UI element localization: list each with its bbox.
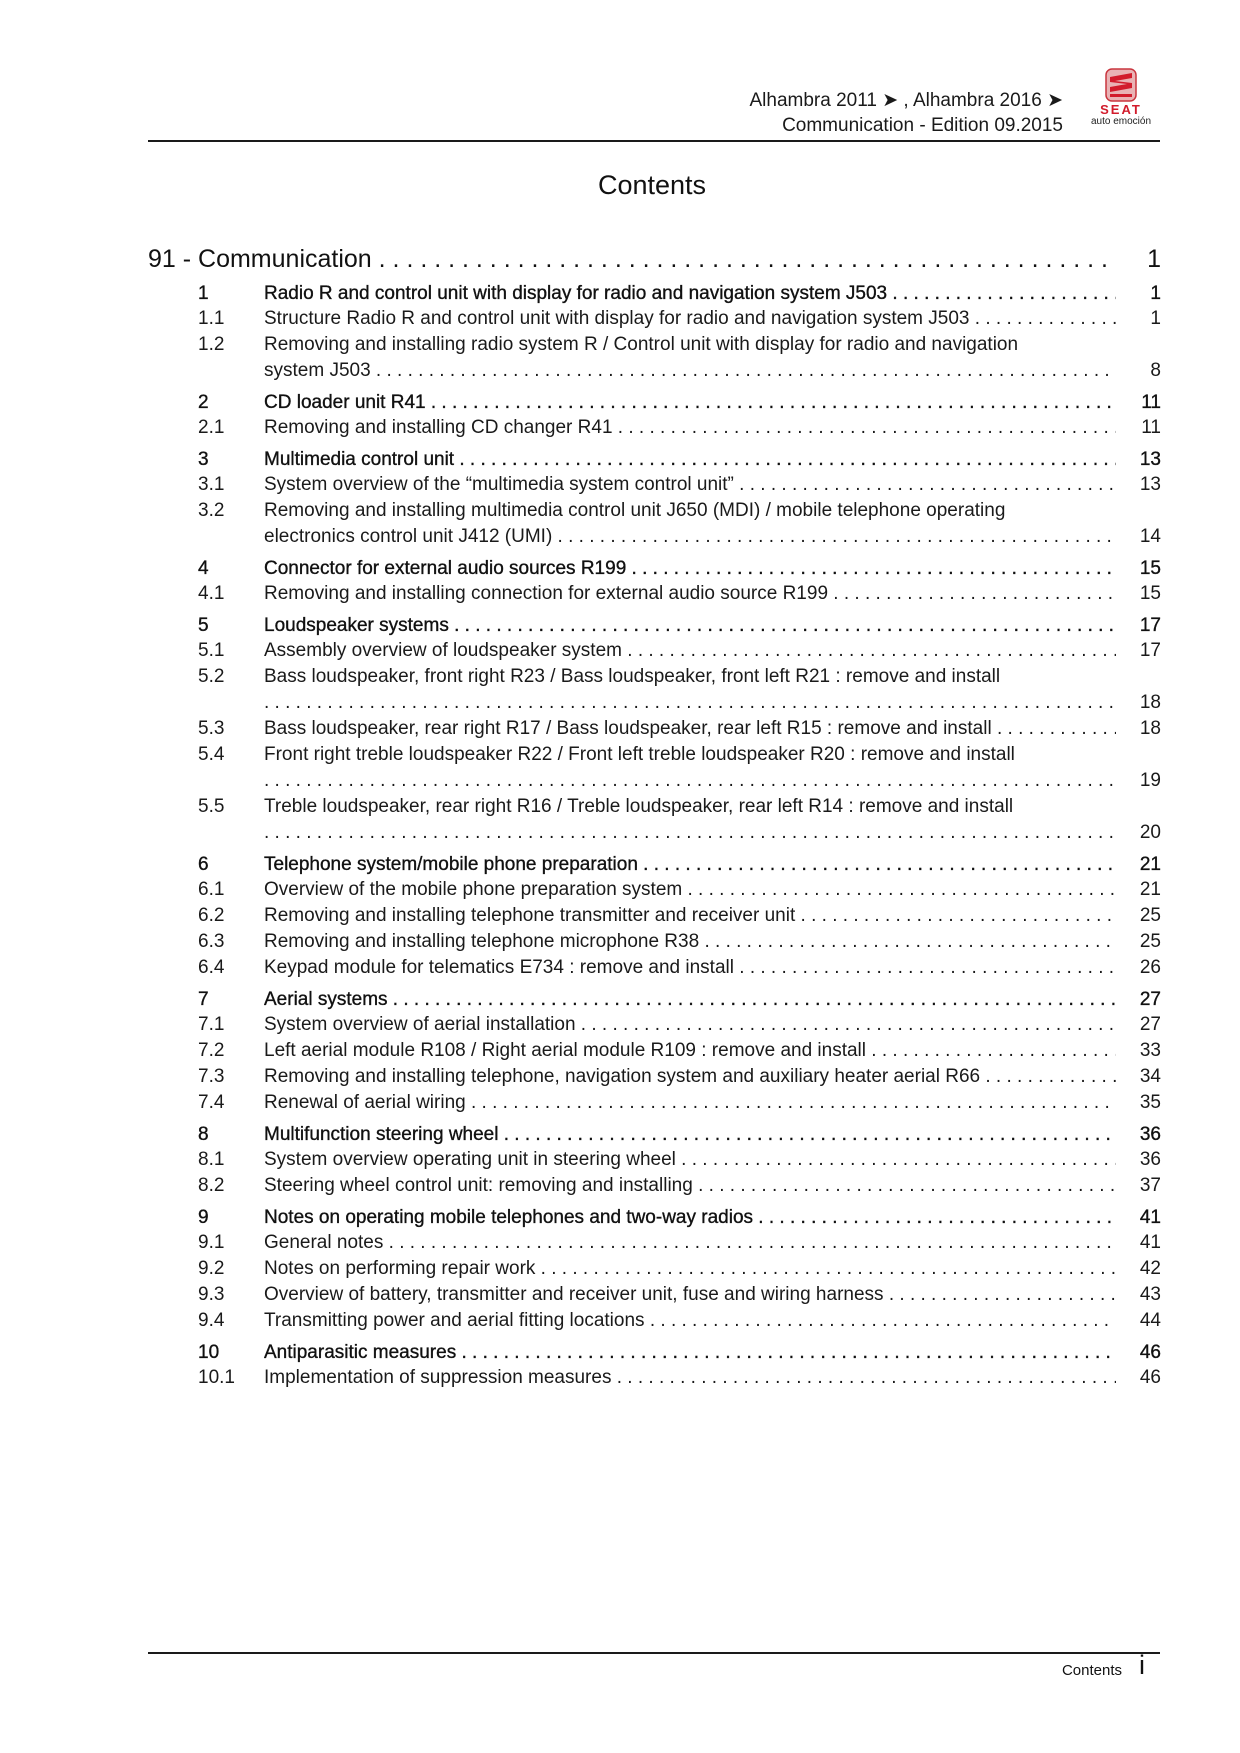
toc-subsection-number: 5.5 [198, 796, 225, 817]
toc-chapter-title: 91 - Communication . . . [148, 245, 1116, 273]
toc-subsection-page: 17 [1139, 640, 1161, 661]
toc-subsection-title-line2 [264, 690, 1116, 716]
toc-subsection-title: Structure Radio R and control unit with display for radio and navigation system J503 . . . [264, 308, 1116, 329]
toc-subsection-page: 18 [1139, 718, 1161, 739]
toc-section-entry[interactable] [148, 1205, 1161, 1230]
toc-subsection-title-wrap [264, 1173, 1116, 1199]
toc-section-entry[interactable] [148, 1122, 1161, 1147]
toc-section-number: 6 [198, 854, 209, 875]
toc-section-entry[interactable] [148, 613, 1161, 638]
toc-subsection-page: 15 [1139, 583, 1161, 604]
toc-subsection-title: Assembly overview of loudspeaker system . . . [264, 640, 1116, 661]
toc-subsection-title-wrap [264, 1365, 1116, 1391]
toc-subsection-number: 7.2 [198, 1040, 225, 1061]
seat-logo-icon [1103, 68, 1139, 102]
toc-subsection-entry[interactable] [148, 498, 1161, 550]
toc-section-page: 46 [1139, 1342, 1161, 1363]
toc-subsection-number: 9.2 [198, 1258, 225, 1279]
toc-subsection-title-wrap [264, 716, 1116, 742]
toc-subsection-title: Keypad module for telematics E734 : remove and install . . . [264, 957, 1116, 978]
toc-section-entry[interactable] [148, 281, 1161, 306]
toc-subsection-page: 41 [1139, 1232, 1161, 1253]
toc-subsection-title-line2 [264, 524, 1116, 550]
brand-logo [1082, 68, 1160, 130]
toc-subsection-page: 36 [1139, 1149, 1161, 1170]
toc-section-number: 9 [198, 1207, 209, 1228]
logo-brand: SEAT [1100, 102, 1142, 117]
toc-subsection-title: Removing and installing telephone, navigation system and auxiliary heater aerial R66 . . . [264, 1066, 1116, 1087]
toc-subsection-title-line1: Bass loudspeaker, front right R23 / Bass loudspeaker, front left R21 : remove and install [264, 666, 1001, 687]
toc-subsection-entry[interactable] [148, 1256, 1161, 1282]
toc-subsection-number: 6.1 [198, 879, 225, 900]
toc-subsection-entry[interactable] [148, 332, 1161, 384]
toc-subsection-title: System overview of the “multimedia system control unit” . . . [264, 474, 1116, 495]
toc-subsection-entry[interactable] [148, 1147, 1161, 1173]
toc-subsection-page: 20 [1139, 822, 1161, 843]
toc-subsection-number: 9.3 [198, 1284, 225, 1305]
toc-section-number: 2 [198, 392, 209, 413]
toc-subsection-title: Removing and installing connection for external audio source R199 . . . [264, 583, 1116, 604]
toc-subsection-title-wrap [264, 877, 1116, 903]
toc-subsection-page: 25 [1139, 905, 1161, 926]
toc-subsection-title-line2-text [264, 770, 1116, 791]
toc-subsection-number: 5.2 [198, 666, 225, 687]
toc-subsection-number: 8.2 [198, 1175, 225, 1196]
toc-section-title: CD loader unit R41 . . . [264, 392, 1116, 413]
toc-subsection-page: 18 [1139, 692, 1161, 713]
toc-section-title-wrap [264, 1340, 1116, 1365]
toc-subsection-title: Overview of battery, transmitter and receiver unit, fuse and wiring harness . . . [264, 1284, 1116, 1305]
toc-subsection-number: 3.2 [198, 500, 225, 521]
toc-section-title: Connector for external audio sources R199 . . . [264, 558, 1116, 579]
toc-subsection-entry[interactable] [148, 638, 1161, 664]
toc-subsection-page: 21 [1139, 879, 1161, 900]
toc-subsection-number: 7.1 [198, 1014, 225, 1035]
toc-subsection-page: 1 [1150, 308, 1161, 329]
toc-subsection-entry[interactable] [148, 716, 1161, 742]
toc-subsection-title-wrap [264, 638, 1116, 664]
toc-subsection-title: Bass loudspeaker, rear right R17 / Bass loudspeaker, rear left R15 : remove and install . . . [264, 718, 1116, 739]
toc-section-title-wrap [264, 987, 1116, 1012]
toc-subsection-page: 46 [1139, 1367, 1161, 1388]
toc-subsection-title: Transmitting power and aerial fitting locations . . . [264, 1310, 1116, 1331]
toc-subsection-title-wrap [264, 903, 1116, 929]
toc-subsection-entry[interactable] [148, 472, 1161, 498]
toc-section-title-wrap [264, 447, 1116, 472]
toc-subsection-entry[interactable] [148, 929, 1161, 955]
toc-subsection-title-wrap [264, 929, 1116, 955]
toc-subsection-entry[interactable] [148, 1064, 1161, 1090]
toc-subsection-title-line2-text: system J503 . . . [264, 360, 1116, 381]
toc-subsection-entry[interactable] [148, 1012, 1161, 1038]
toc-section-page: 17 [1139, 615, 1161, 636]
toc-subsection-title: Left aerial module R108 / Right aerial module R109 : remove and install . . . [264, 1040, 1116, 1061]
toc-subsection-title-wrap [264, 1012, 1116, 1038]
toc-subsection-page: 13 [1139, 474, 1161, 495]
toc-subsection-number: 1.2 [198, 334, 225, 355]
toc-subsection-entry[interactable] [148, 1230, 1161, 1256]
toc-subsection-entry[interactable] [148, 742, 1161, 794]
toc-subsection-title-wrap [264, 1308, 1116, 1334]
logo-tagline: auto emoción [1090, 116, 1152, 127]
toc-section-title: Notes on operating mobile telephones and two-way radios . . . [264, 1207, 1116, 1228]
header-model-line: Alhambra 2011 ➤ , Alhambra 2016 ➤ [749, 90, 1063, 111]
toc-subsection-page: 27 [1139, 1014, 1161, 1035]
toc-section-page: 36 [1139, 1124, 1161, 1145]
toc-section-page: 1 [1150, 283, 1161, 304]
toc-subsection-entry[interactable] [148, 903, 1161, 929]
toc-section-number: 4 [198, 558, 209, 579]
toc-subsection-number: 4.1 [198, 583, 225, 604]
toc-subsection-entry[interactable] [148, 664, 1161, 716]
running-header [750, 88, 1064, 138]
toc-subsection-title-line1: Front right treble loudspeaker R22 / Front left treble loudspeaker R20 : remove and install [264, 744, 1015, 765]
toc-section-number: 5 [198, 615, 209, 636]
toc-subsection-number: 8.1 [198, 1149, 225, 1170]
toc-subsection-title: Steering wheel control unit: removing and installing . . . [264, 1175, 1116, 1196]
toc-subsection-entry[interactable] [148, 415, 1161, 441]
toc-section-title: Loudspeaker systems . . . [264, 615, 1116, 636]
toc-section-title-wrap [264, 281, 1116, 306]
toc-subsection-number: 5.1 [198, 640, 225, 661]
toc-section-entry[interactable] [148, 390, 1161, 415]
toc-subsection-number: 7.4 [198, 1092, 225, 1113]
toc-section-title-wrap [264, 1122, 1116, 1147]
toc-subsection-entry[interactable] [148, 581, 1161, 607]
toc-section-title: Multifunction steering wheel . . . [264, 1124, 1116, 1145]
toc-subsection-entry[interactable] [148, 955, 1161, 981]
toc-subsection-title-wrap [264, 498, 1116, 550]
toc-subsection-page: 42 [1139, 1258, 1161, 1279]
toc-subsection-title-wrap [264, 472, 1116, 498]
toc-section-page: 41 [1139, 1207, 1161, 1228]
toc-subsection-title-line2 [264, 358, 1116, 384]
toc-subsection-title-wrap [264, 1064, 1116, 1090]
toc-section-entry[interactable] [148, 987, 1161, 1012]
footer-label: Contents [1061, 1662, 1122, 1679]
toc-subsection-title-wrap [264, 1090, 1116, 1116]
toc-subsection-entry[interactable] [148, 1365, 1161, 1391]
toc-subsection-page: 34 [1139, 1066, 1161, 1087]
toc-section-entry[interactable] [148, 556, 1161, 581]
toc-section-title: Antiparasitic measures . . . [264, 1342, 1116, 1363]
toc-subsection-title: General notes . . . [264, 1232, 1116, 1253]
header-divider [148, 140, 1160, 142]
toc-subsection-title-line2-text: electronics control unit J412 (UMI) . . . [264, 526, 1116, 547]
toc-chapter-page: 1 [1147, 245, 1161, 273]
toc-subsection-title: Removing and installing telephone microphone R38 . . . [264, 931, 1116, 952]
toc-subsection-page: 43 [1139, 1284, 1161, 1305]
toc-section-page: 11 [1141, 392, 1161, 413]
toc-subsection-title: Implementation of suppression measures . . . [264, 1367, 1116, 1388]
toc-subsection-title-line2-text [264, 692, 1116, 713]
toc-section-title-wrap [264, 852, 1116, 877]
toc-section-title-wrap [264, 390, 1116, 415]
toc-section-title-wrap [264, 1205, 1116, 1230]
toc-section-page: 27 [1139, 989, 1161, 1010]
toc-subsection-page: 44 [1139, 1310, 1161, 1331]
toc-subsection-title-line2-text [264, 822, 1116, 843]
toc-subsection-number: 9.1 [198, 1232, 225, 1253]
toc-subsection-page: 33 [1139, 1040, 1161, 1061]
toc-section-title: Radio R and control unit with display for radio and navigation system J503 . . . [264, 283, 1116, 304]
toc-subsection-page: 19 [1139, 770, 1161, 791]
toc-section-number: 3 [198, 449, 209, 470]
toc-subsection-number: 6.4 [198, 957, 225, 978]
header-edition-line: Communication - Edition 09.2015 [782, 115, 1063, 136]
toc-section-number: 7 [198, 989, 209, 1010]
toc-subsection-page: 8 [1150, 360, 1161, 381]
toc-subsection-title-wrap [264, 1147, 1116, 1173]
toc-subsection-title: Removing and installing telephone transmitter and receiver unit . . . [264, 905, 1116, 926]
toc-subsection-page: 25 [1139, 931, 1161, 952]
toc-subsection-title-wrap [264, 581, 1116, 607]
toc-section-title-wrap [264, 556, 1116, 581]
toc-section-entry[interactable] [148, 447, 1161, 472]
toc-subsection-title-wrap [264, 955, 1116, 981]
toc-subsection-title: System overview of aerial installation . . . [264, 1014, 1116, 1035]
toc-subsection-entry[interactable] [148, 1038, 1161, 1064]
toc-subsection-entry[interactable] [148, 1173, 1161, 1199]
toc-subsection-title-wrap [264, 1038, 1116, 1064]
toc-section-number: 8 [198, 1124, 209, 1145]
toc-subsection-page: 14 [1139, 526, 1161, 547]
toc-subsection-number: 5.3 [198, 718, 225, 739]
table-of-contents [148, 243, 1161, 1391]
toc-subsection-entry[interactable] [148, 794, 1161, 846]
toc-subsection-number: 1.1 [198, 308, 225, 329]
toc-subsection-entry[interactable] [148, 1308, 1161, 1334]
toc-subsection-entry[interactable] [148, 877, 1161, 903]
toc-section-entry[interactable] [148, 852, 1161, 877]
toc-subsection-title-line2 [264, 820, 1116, 846]
toc-subsection-page: 11 [1141, 417, 1161, 438]
toc-section-page: 21 [1139, 854, 1161, 875]
footer-divider [148, 1652, 1160, 1654]
toc-subsection-title-wrap [264, 1282, 1116, 1308]
toc-subsection-page: 26 [1139, 957, 1161, 978]
toc-subsection-title: Notes on performing repair work . . . [264, 1258, 1116, 1279]
toc-subsection-number: 6.3 [198, 931, 225, 952]
toc-subsection-title-wrap [264, 1256, 1116, 1282]
toc-chapter-entry[interactable] [148, 243, 1161, 275]
toc-section-page: 13 [1139, 449, 1161, 470]
toc-section-title-wrap [264, 613, 1116, 638]
toc-subsection-title-line1: Treble loudspeaker, rear right R16 / Treble loudspeaker, rear left R14 : remove and install [264, 796, 1014, 817]
page-title: Contents [597, 170, 707, 200]
toc-subsection-number: 7.3 [198, 1066, 225, 1087]
toc-subsection-entry[interactable] [148, 1282, 1161, 1308]
toc-subsection-page: 35 [1139, 1092, 1161, 1113]
toc-subsection-title-line1: Removing and installing radio system R / Control unit with display for radio and navigation [264, 334, 1019, 355]
toc-subsection-title-wrap [264, 742, 1116, 794]
toc-subsection-title-line2 [264, 768, 1116, 794]
footer-page-number: i [1139, 1650, 1145, 1680]
toc-subsection-title: Removing and installing CD changer R41 . . . [264, 417, 1116, 438]
toc-subsection-title: Overview of the mobile phone preparation system . . . [264, 879, 1116, 900]
toc-section-page: 15 [1139, 558, 1161, 579]
toc-subsection-title: System overview operating unit in steering wheel . . . [264, 1149, 1116, 1170]
toc-subsection-title: Renewal of aerial wiring . . . [264, 1092, 1116, 1113]
toc-subsection-number: 2.1 [198, 417, 225, 438]
toc-subsection-number: 3.1 [198, 474, 225, 495]
toc-section-title: Multimedia control unit . . . [264, 449, 1116, 470]
toc-subsection-page: 37 [1139, 1175, 1161, 1196]
toc-subsection-title-line1: Removing and installing multimedia control unit J650 (MDI) / mobile telephone operating [264, 500, 1006, 521]
toc-subsection-title-wrap [264, 1230, 1116, 1256]
toc-section-number: 10 [198, 1342, 220, 1363]
toc-subsection-number: 9.4 [198, 1310, 225, 1331]
toc-subsection-entry[interactable] [148, 306, 1161, 332]
toc-subsection-number: 5.4 [198, 744, 225, 765]
toc-subsection-entry[interactable] [148, 1090, 1161, 1116]
toc-subsection-number: 6.2 [198, 905, 225, 926]
toc-subsection-title-wrap [264, 794, 1116, 846]
toc-subsection-title-wrap [264, 664, 1116, 716]
toc-section-number: 1 [198, 283, 209, 304]
toc-subsection-title-wrap [264, 306, 1116, 332]
toc-subsection-title-wrap [264, 332, 1116, 384]
toc-section-title: Aerial systems . . . [264, 989, 1116, 1010]
toc-subsection-title-wrap [264, 415, 1116, 441]
toc-section-title: Telephone system/mobile phone preparation . . . [264, 854, 1116, 875]
toc-subsection-number: 10.1 [198, 1367, 235, 1388]
toc-section-entry[interactable] [148, 1340, 1161, 1365]
